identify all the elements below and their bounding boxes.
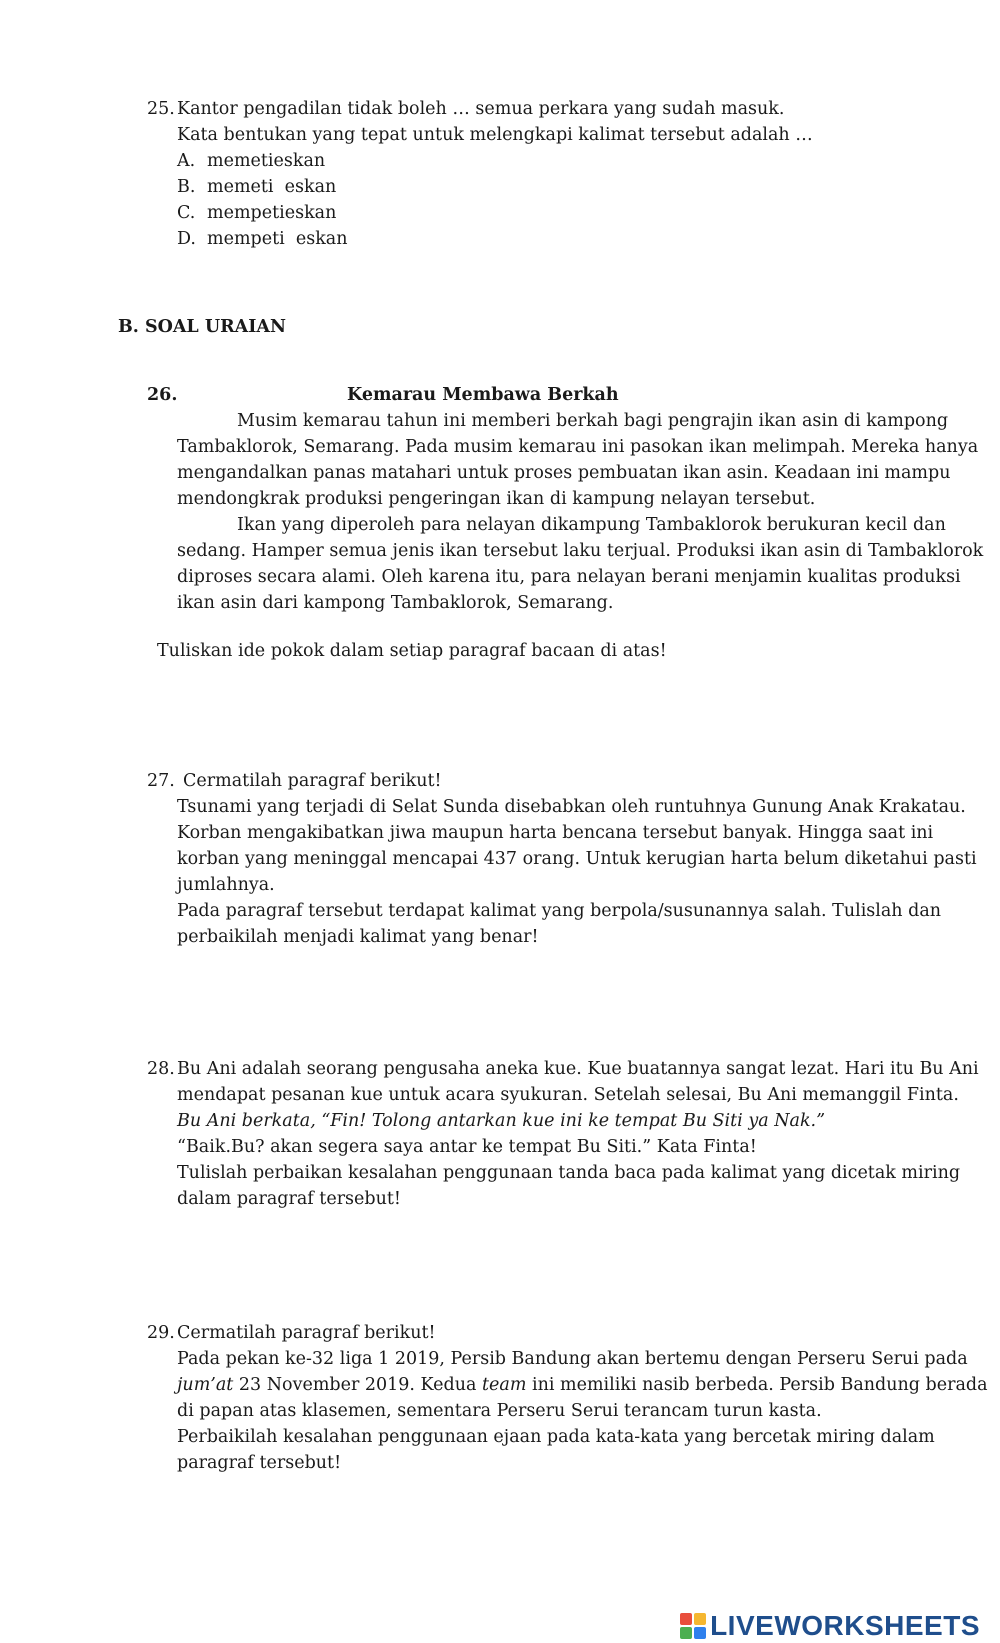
question-number: 27. <box>147 771 175 791</box>
option-a: A. memetieskan <box>177 151 326 171</box>
options-list <box>147 148 813 252</box>
question-27 <box>147 768 977 950</box>
paragraph-2: Ikan yang diperoleh para nelayan dikampung Tambaklorok berukuran kecil dan sedang. Hamper semua jenis ikan tersebut laku terjual. Produksi ikan asin di Tambaklorok diproses secara alami. Oleh karena itu, para nelayan berani menjamin kualitas produksi ikan asin dari kampong Tambaklorok, Semarang. <box>177 515 984 613</box>
question-text: Kantor pengadilan tidak boleh … semua perkara yang sudah masuk. <box>177 99 785 119</box>
reading-title: Kemarau Membawa Berkah <box>347 385 619 405</box>
liveworksheets-logo <box>680 1610 980 1641</box>
option-c: C. mempetieskan <box>177 203 337 223</box>
question-body: Pada pekan ke-32 liga 1 2019, Persib Bandung akan bertemu dengan Perseru Serui pada jum’at 23 November 2019. Kedua team ini memiliki nasib berbeda. Persib Bandung berada di papan atas klasemen, sementara Perseru Serui terancam turun kasta. Perbaikilah kesalahan penggunaan ejaan pada kata-kata yang bercetak miring dalam paragraf tersebut! <box>177 1349 988 1473</box>
question-25 <box>147 96 813 252</box>
italic-word: team <box>482 1375 527 1395</box>
question-text: Kata bentukan yang tepat untuk melengkapi kalimat tersebut adalah … <box>177 125 813 145</box>
question-26-task: Tuliskan ide pokok dalam setiap paragraf bacaan di atas! <box>157 641 667 661</box>
italic-word: jum’at <box>177 1375 234 1395</box>
question-intro: Cermatilah paragraf berikut! <box>177 1323 436 1343</box>
question-number: 25. <box>147 99 175 119</box>
question-29 <box>147 1320 988 1476</box>
logo-icon <box>680 1613 706 1639</box>
paragraph-1: Musim kemarau tahun ini memberi berkah bagi pengrajin ikan asin di kampong Tambaklorok, Semarang. Pada musim kemarau ini pasokan ikan melimpah. Mereka hanya mengandalkan panas matahari untuk proses pembuatan ikan asin. Keadaan ini mampu mendongkrak produksi pengeringan ikan di kampung nelayan tersebut. <box>177 411 979 509</box>
reading-text <box>147 408 984 616</box>
question-28: 28. Bu Ani adalah seorang pengusaha aneka kue. Kue buatannya sangat lezat. Hari itu Bu Ani mendapat pesanan kue untuk acara syukuran. Setelah selesai, Bu Ani memanggil Finta. Bu Ani berkata, “Fin! Tolong antarkan kue ini ke tempat Bu Siti ya Nak.” “Baik.Bu? akan segera saya antar ke tempat Bu Siti.” Kata Finta! Tulislah perbaikan kesalahan penggunaan tanda baca pada kalimat yang dicetak miring dalam paragraf tersebut! <box>147 1056 937 1212</box>
question-number: 26. <box>147 385 178 405</box>
question-26 <box>147 382 984 616</box>
italic-sentence: Bu Ani berkata, “Fin! Tolong antarkan kue ini ke tempat Bu Siti ya Nak.” <box>177 1111 826 1131</box>
question-body: mendapat pesanan kue untuk acara syukuran. Setelah selesai, Bu Ani memanggil Finta. Bu Ani berkata, “Fin! Tolong antarkan kue ini ke tempat Bu Siti ya Nak.” “Baik.Bu? akan segera saya antar ke tempat Bu Siti.” Kata Finta! Tulislah perbaikan kesalahan penggunaan tanda baca pada kalimat yang dicetak miring dalam paragraf tersebut! <box>177 1085 961 1209</box>
section-heading: B. SOAL URAIAN <box>118 317 286 337</box>
option-d: D. mempeti eskan <box>177 229 348 249</box>
question-intro: Cermatilah paragraf berikut! <box>183 771 442 791</box>
question-26-head <box>147 382 937 408</box>
question-body: Tsunami yang terjadi di Selat Sunda disebabkan oleh runtuhnya Gunung Anak Krakatau. Korban mengakibatkan jiwa maupun harta bencana tersebut banyak. Hingga saat ini korban yang meninggal mencapai 437 orang. Untuk kerugian harta belum diketahui pasti jumlahnya. Pada paragraf tersebut terdapat kalimat yang berpola/susunannya salah. Tulislah dan perbaikilah menjadi kalimat yang benar! <box>177 797 977 947</box>
question-number: 28. <box>147 1059 175 1079</box>
question-number: 29. <box>147 1323 175 1343</box>
question-25-stem <box>147 96 813 122</box>
logo-text: LIVEWORKSHEETS <box>710 1610 980 1641</box>
option-b: B. memeti eskan <box>177 177 337 197</box>
